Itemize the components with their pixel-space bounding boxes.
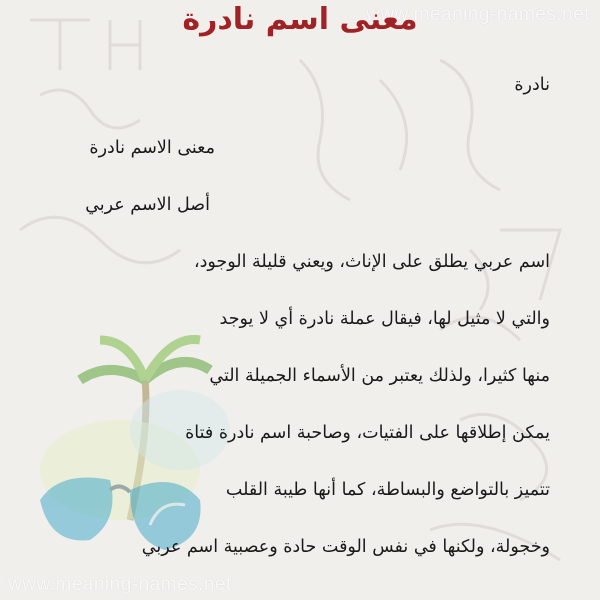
description-line: منها كثيرا، ولذلك يعتبر من الأسماء الجميلة التي xyxy=(209,366,550,386)
description-line: تتميز بالتواضع والبساطة، كما أنها طيبة القلب xyxy=(225,480,550,500)
name-label: نادرة xyxy=(514,75,550,95)
meaning-heading: معنى الاسم نادرة xyxy=(89,138,215,158)
description-line: والتي لا مثيل لها، فيقال عملة نادرة أي لا يوجد xyxy=(219,309,550,329)
origin-line: أصل الاسم عربي xyxy=(85,195,210,215)
description-line: يمكن إطلاقها على الفتيات، وصاحبة اسم نادرة فتاة xyxy=(185,423,550,443)
page-title: معنى اسم نادرة xyxy=(182,2,418,37)
site-watermark-bottom: www.meaning-names.net xyxy=(8,574,232,595)
description-line: اسم عربي يطلق على الإناث، ويعني قليلة الوجود، xyxy=(193,252,550,272)
article-body xyxy=(40,70,550,589)
description-line: وخجولة، ولكنها في نفس الوقت حادة وعصبية اسم عربي xyxy=(141,537,550,557)
site-watermark: www.meaning-names.net xyxy=(366,4,590,25)
